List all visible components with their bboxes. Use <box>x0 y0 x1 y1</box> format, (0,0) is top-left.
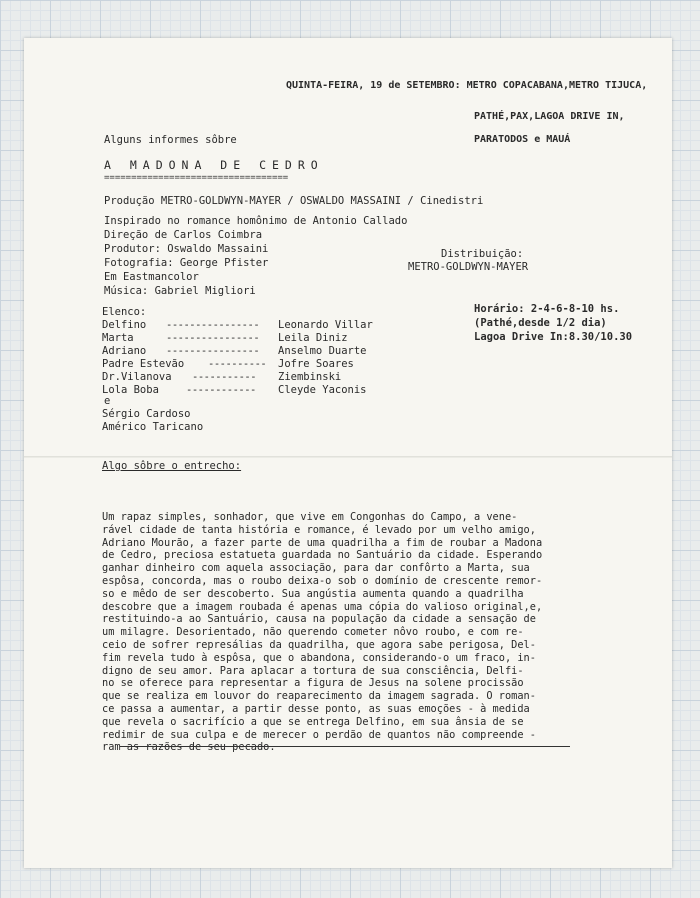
credit-color: Em Eastmancolor <box>104 271 199 283</box>
synopsis-line: de Cedro, preciosa estatueta guardada no Santuário da cidade. Esperando <box>102 549 543 562</box>
synopsis-line: que se realiza em louvor do reaparecimento da imagem sagrada. O roman- <box>102 690 536 703</box>
cast-actor: Jofre Soares <box>278 358 354 370</box>
schedule-line-2: PATHÉ,PAX,LAGOA DRIVE IN, <box>474 111 625 122</box>
cast-role: Marta <box>102 332 134 344</box>
synopsis-line: ganhar dinheiro com aquela associação, para dar confôrto a Marta, sua <box>102 562 530 575</box>
cast-label: Elenco: <box>102 306 147 318</box>
document-page <box>24 38 672 868</box>
cast-dashes: ---------------- <box>166 332 260 344</box>
cast-actor: Leonardo Villar <box>278 319 373 331</box>
showtimes-line-2: (Pathé,desde 1/2 dia) <box>474 317 607 329</box>
cast-actor: Leila Diniz <box>278 332 348 344</box>
synopsis-heading: Algo sôbre o entrecho: <box>102 460 242 472</box>
synopsis-line: Um rapaz simples, sonhador, que vive em Congonhas do Campo, a vene- <box>102 511 518 523</box>
distribution-label: Distribuição: <box>441 248 524 260</box>
synopsis-line: descobre que a imagem roubada é apenas uma cópia do valioso original,e, <box>102 600 543 613</box>
synopsis-line: um milagre. Desorientado, não querendo cometer nôvo roubo, e com re- <box>102 626 524 639</box>
synopsis-line: ce passa a aumentar, a partir desse ponto, as suas emoções - à medida <box>102 702 530 715</box>
synopsis-line: que revela o sacrifício a que se entrega Delfino, em sua ânsia de se <box>102 715 524 728</box>
cast-role: Dr.Vilanova <box>102 371 172 383</box>
cast-actor: Cleyde Yaconis <box>278 384 367 396</box>
cast-dashes: ---------- <box>208 358 267 370</box>
synopsis-paragraph <box>102 511 612 754</box>
schedule-line-1: QUINTA-FEIRA, 19 de SETEMBRO: METRO COPACABANA,METRO TIJUCA, <box>286 80 648 91</box>
credit-music: Música: Gabriel Migliori <box>104 285 256 297</box>
synopsis-line: rável cidade de tanta história e romance, é levado por um velho amigo, <box>102 523 536 536</box>
cast-extra-actor-1: Sérgio Cardoso <box>102 408 191 420</box>
cast-actor: Ziembinski <box>278 371 342 383</box>
page-fold <box>24 456 672 458</box>
cast-dashes: ---------------- <box>166 319 260 331</box>
synopsis-line: no se oferece para representar a figura de Jesus na solene procissão <box>102 677 524 690</box>
cast-role: Delfino <box>102 319 147 331</box>
production-line: Produção METRO-GOLDWYN-MAYER / OSWALDO MASSAINI / Cinedistri <box>104 195 484 207</box>
cast-actor: Anselmo Duarte <box>278 345 367 357</box>
synopsis-line: ceio de sofrer represálias da quadrilha, que agora sabe perigosa, Del- <box>102 638 536 651</box>
cast-conjunction: e <box>104 395 111 407</box>
synopsis-line: so e mêdo de ser descoberto. Sua angústia aumenta quando a quadrilha <box>102 587 524 600</box>
cast-extra-actor-2: Américo Taricano <box>102 421 204 433</box>
title-rule: ================================== <box>104 173 289 183</box>
credit-source: Inspirado no romance homônimo de Antonio Callado <box>104 215 408 227</box>
synopsis-line: digno de seu amor. Para aplacar a tortura de sua consciência, Delfi- <box>102 664 524 677</box>
credit-photography: Fotografia: George Pfister <box>104 257 269 269</box>
cast-role: Adriano <box>102 345 147 357</box>
bottom-rule <box>120 746 570 747</box>
cast-role: Padre Estevão <box>102 358 185 370</box>
cast-role: Lola Boba <box>102 384 159 396</box>
credit-director: Direção de Carlos Coimbra <box>104 229 263 241</box>
synopsis-line: Adriano Mourão, a fazer parte de uma quadrilha a fim de roubar a Madona <box>102 536 543 549</box>
showtimes-line-3: Lagoa Drive In:8.30/10.30 <box>474 331 633 343</box>
distribution-company: METRO-GOLDWYN-MAYER <box>408 261 529 273</box>
showtimes-line-1: Horário: 2-4-6-8-10 hs. <box>474 303 620 315</box>
cast-dashes: ------------ <box>186 384 256 396</box>
synopsis-line: fim revela tudo à espôsa, que o abandona, considerando-o um fraco, in- <box>102 651 536 664</box>
synopsis-line: ram as razões de seu pecado. <box>102 741 276 754</box>
credit-producer: Produtor: Oswaldo Massaini <box>104 243 269 255</box>
synopsis-line: restituindo-a ao Santuário, causa na população da cidade a sensação de <box>102 613 536 626</box>
synopsis-line: espôsa, concorda, mas o roubo deixa-o sob o domínio de crescente remor- <box>102 574 543 587</box>
page-title: A MADONA DE CEDRO <box>104 158 324 172</box>
intro-text: Alguns informes sôbre <box>104 134 237 146</box>
schedule-line-3: PARATODOS e MAUÁ <box>474 134 571 145</box>
cast-dashes: ---------------- <box>166 345 260 357</box>
cast-dashes: ----------- <box>192 371 257 383</box>
synopsis-line: redimir de sua culpa e de merecer o perdão de quantos não compreende - <box>102 728 536 741</box>
